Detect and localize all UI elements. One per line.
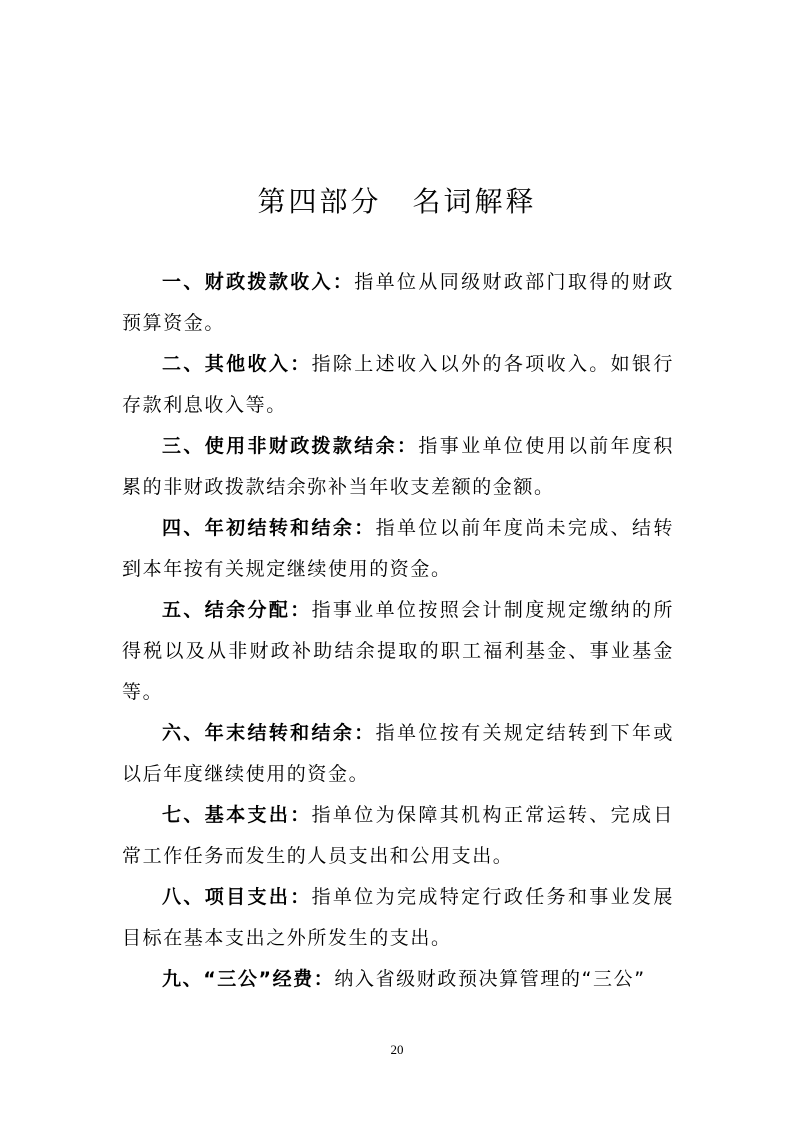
page-number: 20 (390, 1042, 404, 1057)
definition-term: 八、项目支出： (162, 886, 312, 908)
page-title: 第四部分 名词解释 (257, 185, 537, 218)
definition-item (122, 959, 674, 1000)
definitions-list (122, 262, 674, 1000)
definition-text: 指事业单位按照会计制度规定缴纳的所得税以及从非财政补助结余提取的职工福利基金、事业基金等。 (122, 599, 675, 703)
definition-term: 二、其他收入： (162, 353, 312, 375)
definition-item (122, 426, 674, 508)
definition-text: 指单位从同级财政部门取得的财政预算资金。 (122, 271, 674, 334)
definition-term: 五、结余分配： (162, 599, 312, 621)
definition-item (122, 795, 674, 877)
definition-term: 四、年初结转和结余： (162, 517, 376, 539)
definition-item (122, 262, 674, 344)
definition-item (122, 590, 674, 713)
definition-item (122, 344, 674, 426)
definition-text: 指单位以前年度尚未完成、结转到本年按有关规定继续使用的资金。 (122, 517, 674, 580)
definition-term: 一、财政拨款收入： (162, 271, 355, 293)
definition-text: 纳入省级财政预决算管理的“三公” (334, 968, 646, 990)
definition-term: 三、使用非财政拨款结余： (162, 435, 419, 457)
definition-term: 六、年末结转和结余： (162, 722, 376, 744)
definition-item (122, 713, 674, 795)
definition-text: 指除上述收入以外的各项收入。如银行存款利息收入等。 (122, 353, 675, 416)
definition-text: 指事业单位使用以前年度积累的非财政拨款结余弥补当年收支差额的金额。 (122, 435, 675, 498)
definition-text: 指单位按有关规定结转到下年或以后年度继续使用的资金。 (122, 722, 674, 785)
definition-item (122, 508, 674, 590)
definition-term: 九、“三公”经费： (162, 968, 335, 990)
definition-text: 指单位为完成特定行政任务和事业发展目标在基本支出之外所发生的支出。 (122, 886, 675, 949)
definition-term: 七、基本支出： (162, 804, 312, 826)
definition-text: 指单位为保障其机构正常运转、完成日常工作任务而发生的人员支出和公用支出。 (122, 804, 675, 867)
definition-item (122, 877, 674, 959)
